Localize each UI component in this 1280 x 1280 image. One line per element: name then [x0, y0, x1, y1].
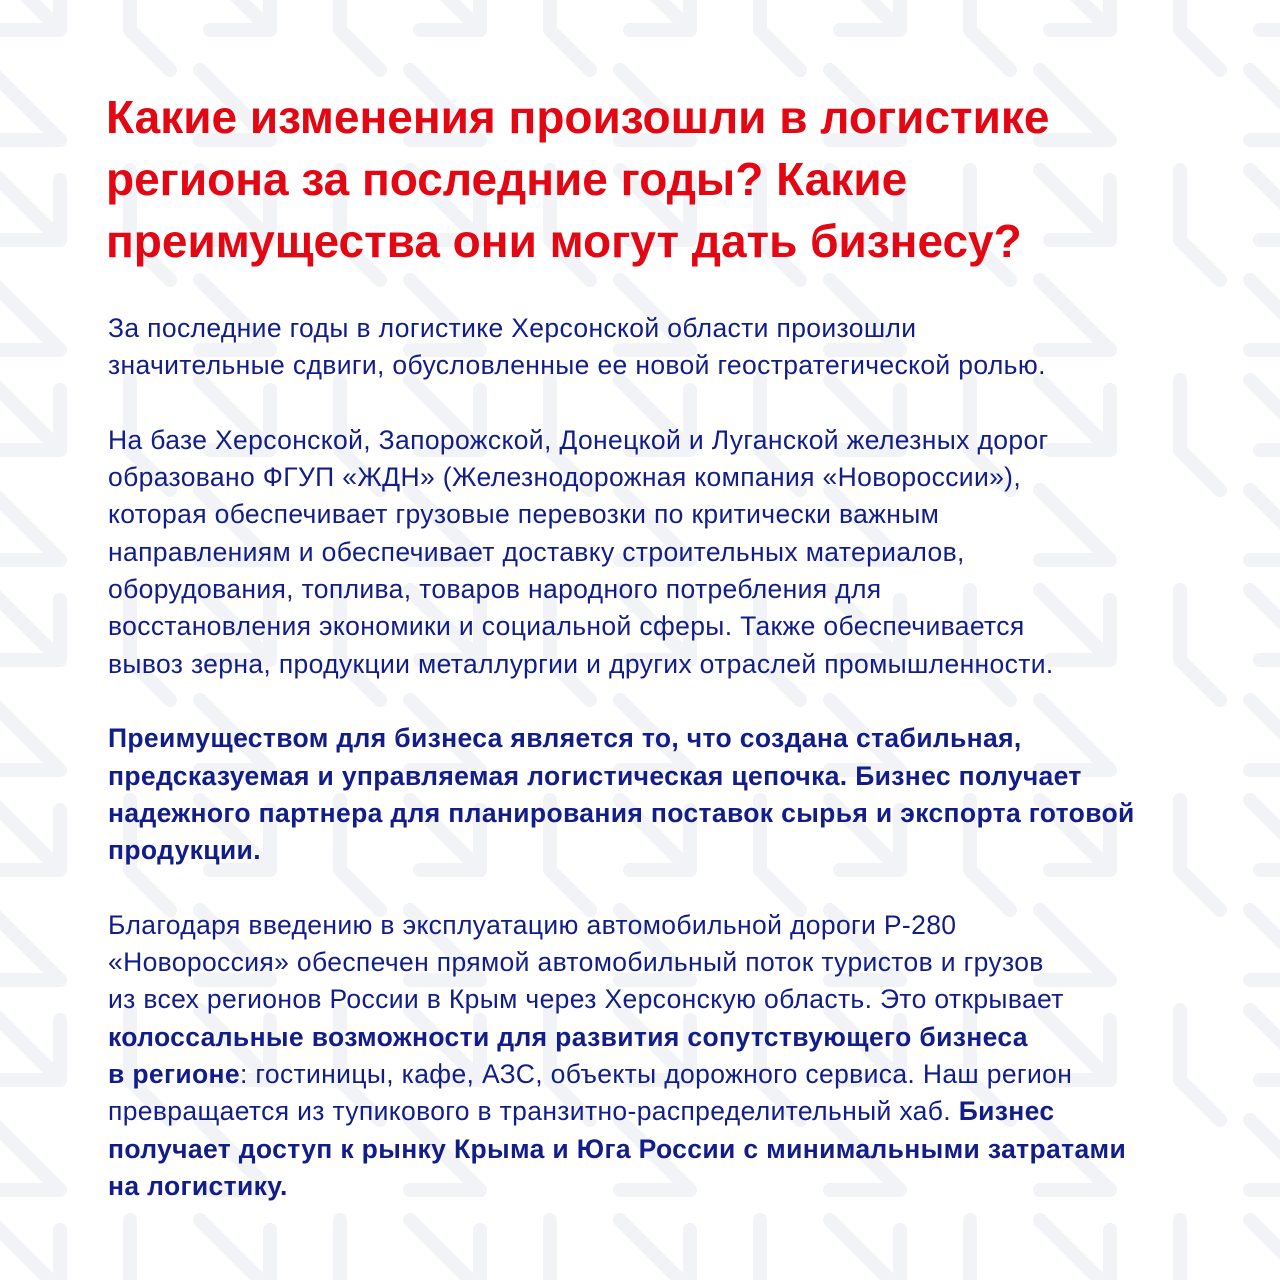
text-line [108, 907, 1135, 944]
text-line [108, 534, 1135, 571]
text: Благодаря введению в эксплуатацию автомобильной дороги Р-280 [108, 909, 957, 940]
text: восстановления экономики и социальной сферы. Также обеспечивается [108, 611, 1025, 642]
paragraph [108, 422, 1135, 683]
text-line [108, 981, 1135, 1018]
text: направлениям и обеспечивает доставку строительных материалов, [108, 536, 965, 567]
page-title [106, 86, 1049, 272]
title-line: региона за последние годы? Какие [106, 153, 908, 205]
text: образовано ФГУП «ЖДН» (Железнодорожная компания «Новороссии»), [108, 462, 1022, 493]
bold-text: Преимуществом для бизнеса является то, что создана стабильная, [108, 723, 1022, 754]
text-line [108, 1056, 1135, 1093]
bold-text: продукции. [108, 835, 261, 866]
text: превращается из тупикового в транзитно-распределительный хаб. [108, 1096, 959, 1127]
text: оборудования, топлива, товаров народного потребления для [108, 574, 882, 605]
text-line [108, 944, 1135, 981]
bold-text: на логистику. [108, 1170, 288, 1201]
text-line [108, 758, 1135, 795]
bold-text: в регионе [108, 1058, 240, 1089]
text-line [108, 720, 1135, 757]
paragraph [108, 310, 1135, 385]
text-line [108, 1093, 1135, 1130]
bold-text: предсказуемая и управляемая логистическая цепочка. Бизнес получает [108, 760, 1082, 791]
text-line [108, 832, 1135, 869]
text-line [108, 608, 1135, 645]
text-line [108, 1019, 1135, 1056]
text-line [108, 571, 1135, 608]
text: которая обеспечивает грузовые перевозки по критически важным [108, 499, 940, 530]
paragraph [108, 720, 1135, 869]
text-line [108, 496, 1135, 533]
bold-text: колоссальные возможности для развития сопутствующего бизнеса [108, 1021, 1028, 1052]
bold-text: получает доступ к рынку Крыма и Юга России с минимальными затратами [108, 1133, 1127, 1164]
text: из всех регионов России в Крым через Херсонскую область. Это открывает [108, 984, 1064, 1015]
text-line [108, 1131, 1135, 1168]
text-line [108, 347, 1135, 384]
text: «Новороссия» обеспечен прямой автомобильный поток туристов и грузов [108, 947, 1044, 978]
text: значительные сдвиги, обусловленные ее новой геостратегической ролью. [108, 350, 1046, 381]
title-line: преимущества они могут дать бизнесу? [106, 215, 1022, 267]
bold-text: надежного партнера для планирования поставок сырья и экспорта готовой [108, 797, 1135, 828]
text: За последние годы в логистике Херсонской области произошли [108, 313, 917, 343]
text-line [108, 1168, 1135, 1205]
text: На базе Херсонской, Запорожской, Донецкой и Луганской железных дорог [108, 424, 1049, 455]
text: : гостиницы, кафе, АЗС, объекты дорожного сервиса. Наш регион [240, 1058, 1073, 1089]
text: вывоз зерна, продукции металлургии и других отраслей промышленности. [108, 648, 1054, 679]
text-line [108, 646, 1135, 683]
title-line: Какие изменения произошли в логистике [106, 91, 1050, 143]
text-line [108, 795, 1135, 832]
text-line [108, 459, 1135, 496]
text-line [108, 310, 1135, 347]
bold-text: Бизнес [958, 1096, 1055, 1127]
text-line [108, 422, 1135, 459]
paragraph [108, 907, 1135, 1205]
article-body [108, 310, 1135, 1242]
